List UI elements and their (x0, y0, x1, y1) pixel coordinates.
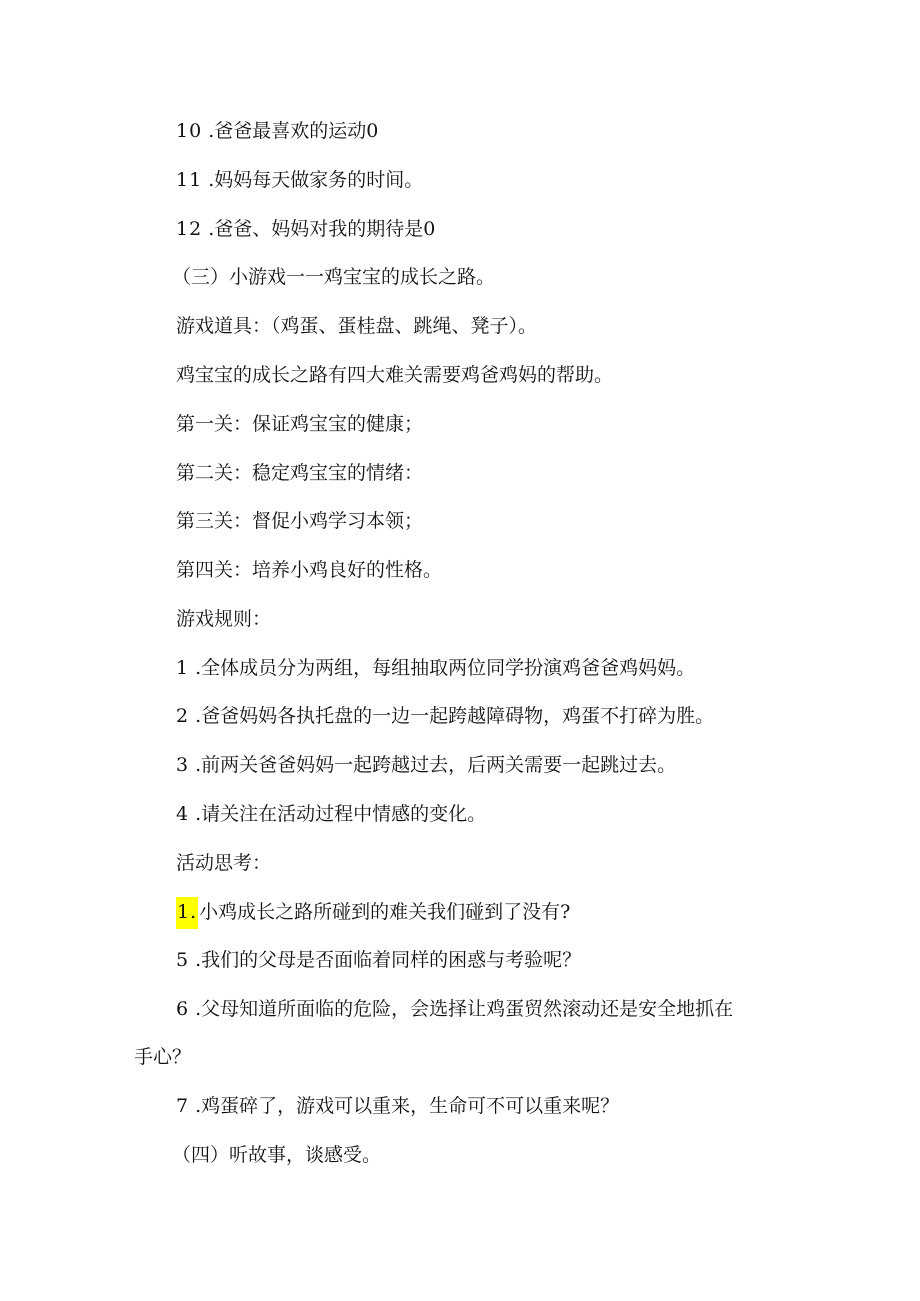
reflection-item-7 (176, 1093, 619, 1119)
list-number: 5 (176, 949, 190, 971)
list-number: 1 (176, 657, 190, 679)
reflection-heading: 活动思考： (176, 852, 272, 874)
list-number: 10 (176, 120, 203, 142)
level-3: 第三关：督促小鸡学习本领； (176, 510, 424, 532)
list-text: .爸爸、妈妈对我的期待是0 (202, 218, 436, 240)
level-4: 第四关：培养小鸡良好的性格。 (176, 559, 443, 581)
list-number: 7 (176, 1095, 190, 1117)
list-text: .父母知道所面临的危险，会选择让鸡蛋贸然滚动还是安全地抓在 (189, 998, 734, 1020)
list-number: 3 (176, 754, 190, 776)
paragraph-game-intro: 鸡宝宝的成长之路有四大难关需要鸡爸鸡妈的帮助。 (176, 364, 614, 386)
highlighted-list-number: 1. (176, 897, 198, 929)
level-1: 第一关：保证鸡宝宝的健康； (176, 413, 424, 435)
list-number: 4 (176, 803, 190, 825)
reflection-item-6-continued: 手心？ (134, 1046, 192, 1068)
list-number: 11 (176, 169, 203, 191)
list-text: .爸爸最喜欢的运动0 (202, 120, 379, 142)
list-text: .我们的父母是否面临着同样的困惑与考验呢？ (189, 949, 582, 971)
list-text: .爸爸妈妈各执托盘的一边一起跨越障碍物，鸡蛋不打碎为胜。 (189, 705, 715, 727)
section-heading-4: （四）听故事，谈感受。 (172, 1144, 382, 1166)
list-text: .全体成员分为两组，每组抽取两位同学扮演鸡爸爸鸡妈妈。 (189, 657, 696, 679)
reflection-item-5 (176, 947, 581, 973)
list-item-10 (176, 118, 378, 144)
rule-item-3 (176, 752, 676, 778)
reflection-item-1 (176, 897, 570, 929)
paragraph-game-props: 游戏道具：（鸡蛋、蛋桂盘、跳绳、凳子）。 (176, 315, 538, 337)
list-number: 6 (176, 998, 190, 1020)
list-item-11 (176, 167, 423, 193)
level-2: 第二关：稳定鸡宝宝的情绪： (176, 462, 424, 484)
list-text: .前两关爸爸妈妈一起跨越过去，后两关需要一起跳过去。 (189, 754, 677, 776)
rule-item-1 (176, 655, 695, 681)
section-heading-3: （三）小游戏一一鸡宝宝的成长之路。 (172, 266, 496, 288)
list-number: 12 (176, 218, 203, 240)
rule-item-4 (176, 801, 486, 827)
list-item-12 (176, 216, 435, 242)
list-number: 2 (176, 705, 190, 727)
reflection-item-6 (176, 996, 733, 1022)
list-text: 小鸡成长之路所碰到的难关我们碰到了没有? (199, 901, 571, 923)
list-text: .鸡蛋碎了，游戏可以重来，生命可不可以重来呢？ (189, 1095, 620, 1117)
list-text: .妈妈每天做家务的时间。 (202, 169, 424, 191)
rule-item-2 (176, 703, 714, 729)
rules-heading: 游戏规则： (176, 608, 272, 630)
list-text: .请关注在活动过程中情感的变化。 (189, 803, 487, 825)
